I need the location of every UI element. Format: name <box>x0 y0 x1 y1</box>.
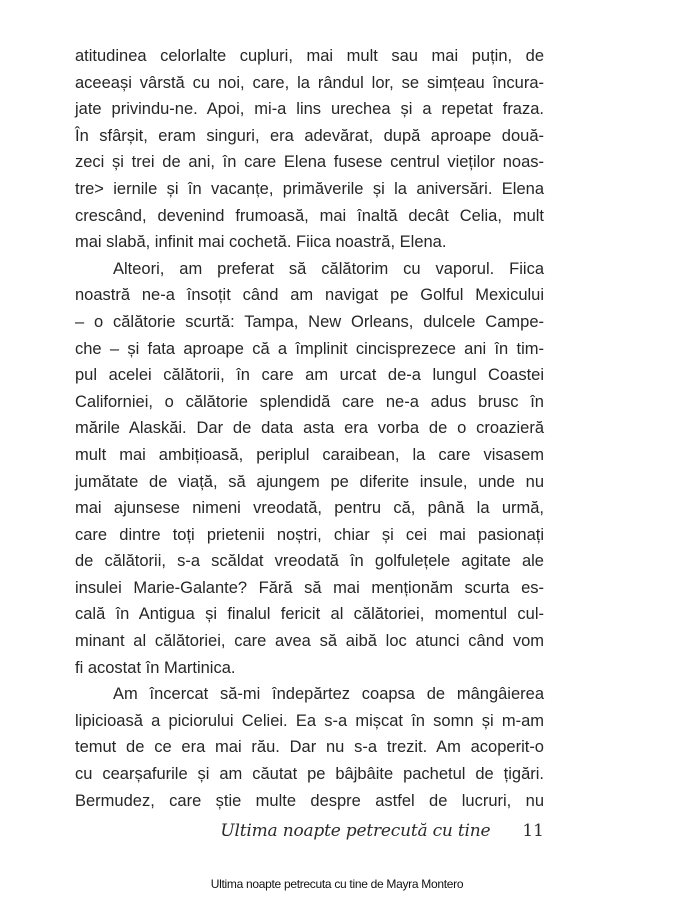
running-footer <box>75 820 544 842</box>
paragraph <box>75 681 544 814</box>
text-line: mai ajunsese nimeni vreodată, pentru că, până la urmă, <box>75 499 544 518</box>
text-line: care dintre toți prietenii noștri, chiar și cei mai pasionați <box>75 525 544 544</box>
text-line: zeci și trei de ani, în care Elena fusese centrul vieților noas- <box>75 153 544 172</box>
document-caption: Ultima noapte petrecuta cu tine de Mayra Montero <box>210 877 464 891</box>
text-line: temut de ce era mai rău. Dar nu s-a trezit. Am acoperit-o <box>75 738 544 757</box>
text-line: lipicioasă a piciorului Celiei. Ea s-a mișcat în somn și m-am <box>75 711 544 730</box>
text-line: Bermudez, care știe multe despre astfel de lucruri, nu <box>75 791 544 810</box>
paragraph <box>75 43 544 256</box>
text-line: atitudinea celorlalte cupluri, mai mult sau mai puțin, de <box>75 47 544 65</box>
page-number: 11 <box>522 821 544 841</box>
running-title: Ultima noapte petrecută cu tine <box>220 821 491 841</box>
text-line: minant al călătoriei, care avea să aibă loc atunci când vom <box>75 632 544 651</box>
text-line: pul acelei călătorii, în care am urcat de-a lungul Coastei <box>75 366 544 385</box>
text-line: În sfârșit, eram singuri, era adevărat, după aproape două- <box>75 126 544 145</box>
text-line: mai slabă, infinit mai cochetă. Fiica noastră, Elena. <box>75 233 447 252</box>
text-line: Californiei, o călătorie splendidă care ne-a adus brusc în <box>75 392 544 411</box>
text-line: noastră ne-a însoțit când am navigat pe Golful Mexicului <box>75 286 544 305</box>
text-line: tre> iernile și în vacanțe, primăverile și la aniversări. Elena <box>75 179 544 198</box>
body-text <box>75 43 544 814</box>
text-line: de călătorii, s-a scăldat vreodată în golfulețele agitate ale <box>75 552 544 571</box>
text-line: fi acostat în Martinica. <box>75 658 236 677</box>
text-line: mult mai ambițioasă, periplul caraibean, la care visasem <box>75 445 544 464</box>
text-line: crescând, devenind frumoasă, mai înaltă decât Celia, mult <box>75 206 544 225</box>
text-line: aceeași vârstă cu noi, care, la rândul lor, se simțeau încura- <box>75 73 544 92</box>
text-line: mările Alaskăi. Dar de data asta era vorba de o croazieră <box>75 419 544 438</box>
text-line: insulei Marie-Galante? Fără să mai menționăm scurta es- <box>75 578 544 597</box>
text-line: Am încercat să-mi îndepărtez coapsa de mângâierea <box>113 685 544 704</box>
text-line: Alteori, am preferat să călătorim cu vaporul. Fiica <box>113 259 544 278</box>
text-line: jumătate de viață, să ajungem pe diferite insule, unde nu <box>75 472 544 491</box>
paragraph <box>75 256 544 682</box>
text-line: che – și fata aproape că a împlinit cincisprezece ani în tim- <box>75 339 544 358</box>
text-line: cală în Antigua și finalul fericit al călătoriei, momentul cul- <box>75 605 544 624</box>
text-line: jate privindu-ne. Apoi, mi-a lins urechea și a repetat fraza. <box>75 100 544 119</box>
text-line: cu cearșafurile și am căutat pe bâjbâite pachetul de țigări. <box>75 765 544 784</box>
text-line: – o călătorie scurtă: Tampa, New Orleans, dulcele Campe- <box>75 312 544 331</box>
